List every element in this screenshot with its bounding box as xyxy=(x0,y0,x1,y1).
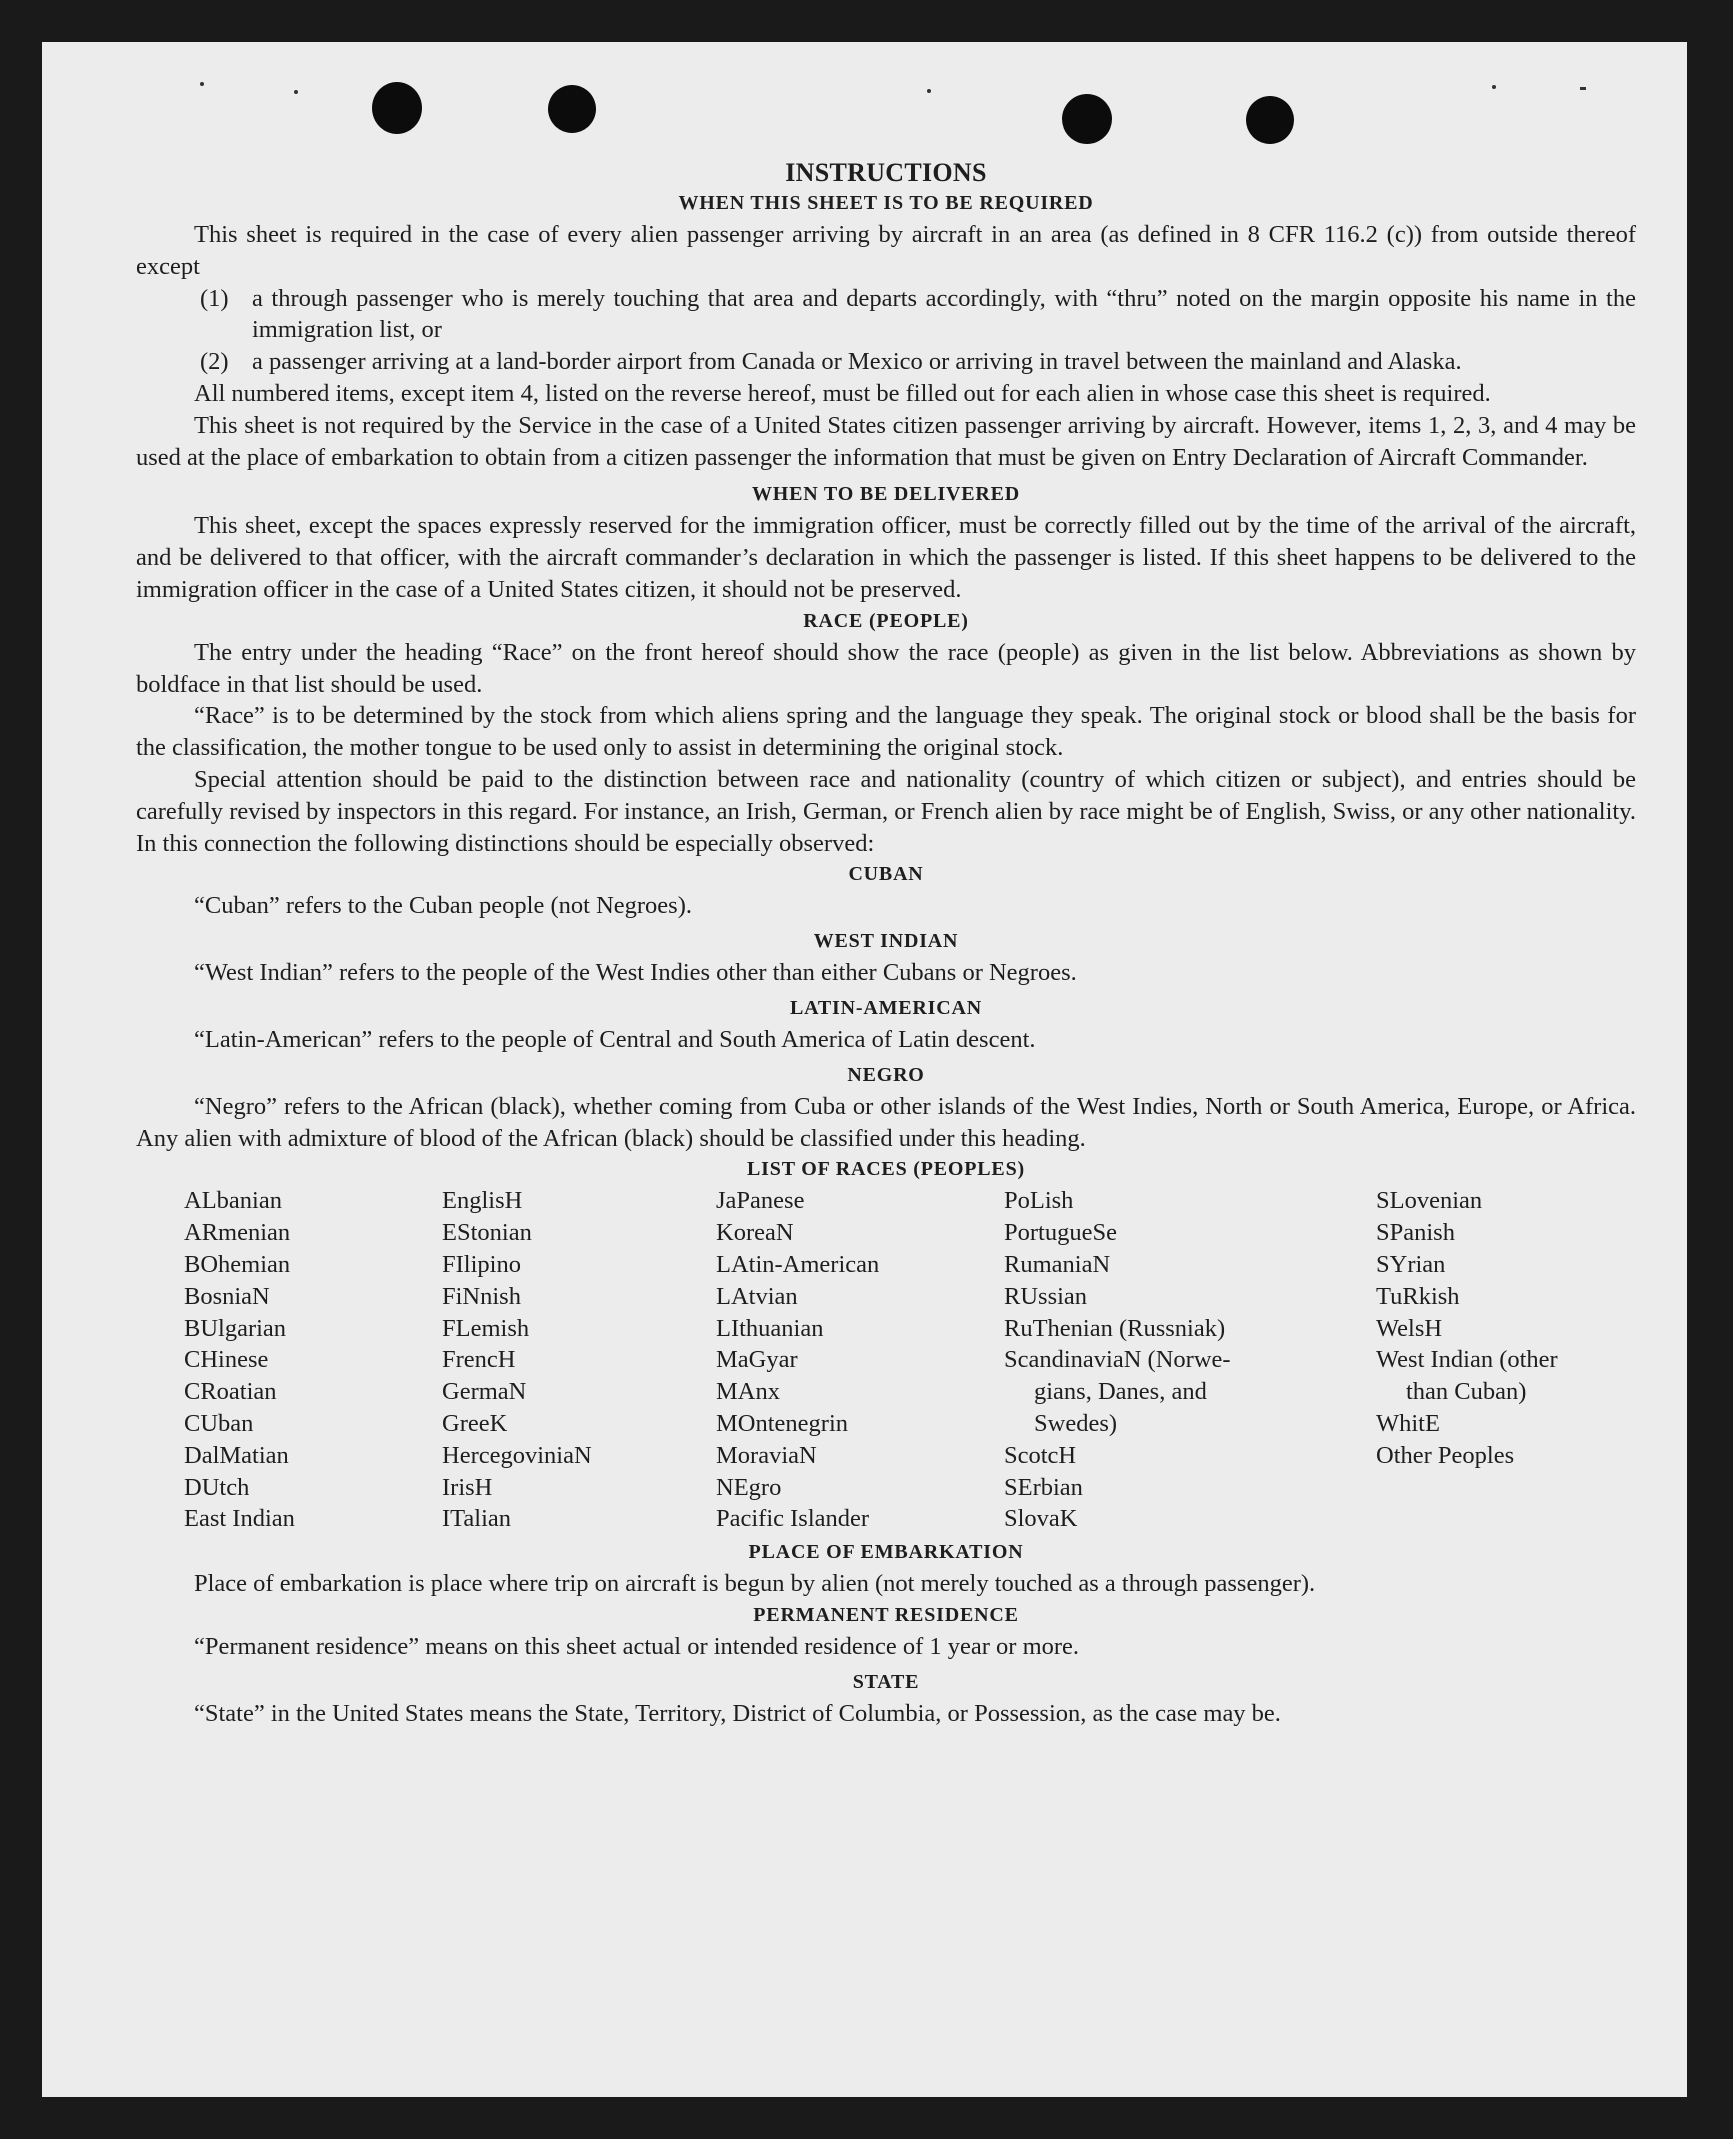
race-entry: LIthuanian xyxy=(716,1314,824,1342)
race-entry: MAnx xyxy=(716,1378,780,1406)
races-column xyxy=(1004,1185,1231,1535)
race-entry: FLemish xyxy=(442,1314,530,1342)
races-column xyxy=(184,1185,295,1535)
paragraph: This sheet is required in the case of every alien passenger arriving by aircraft in an area (as defined in 8 CFR 116.2 (c)) from outside thereof except xyxy=(136,221,1636,280)
paragraph: “Latin-American” refers to the people of Central and South America of Latin descent. xyxy=(194,1025,1036,1053)
race-entry: ScotcH xyxy=(1004,1441,1077,1469)
race-entry: NEgro xyxy=(716,1473,782,1501)
race-entry: JaPanese xyxy=(716,1187,805,1215)
race-entry: BUlgarian xyxy=(184,1314,287,1342)
race-entry: ITalian xyxy=(442,1505,512,1533)
section-heading: STATE xyxy=(852,1670,920,1693)
race-entry: HercegoviniaN xyxy=(442,1441,592,1469)
list-item xyxy=(136,283,1636,347)
section-heading: PLACE OF EMBARKATION xyxy=(748,1541,1024,1564)
race-entry: CHinese xyxy=(184,1346,269,1374)
paragraph: “Negro” refers to the African (black), whether coming from Cuba or other islands of the West Indies, North or South America, Europe, or Africa. Any alien with admixture of blood of the African (black) should be classified under this heading. xyxy=(136,1092,1636,1152)
race-entry: Other Peoples xyxy=(1376,1441,1515,1469)
paragraph: “Permanent residence” means on this sheet actual or intended residence of 1 year or more. xyxy=(194,1633,1080,1661)
races-column xyxy=(716,1185,879,1535)
paragraph: “Race” is to be determined by the stock from which aliens spring and the language they speak. The original stock or blood shall be the basis for the classification, the mother tongue to be used only to assist in determining the original stock. xyxy=(136,702,1636,762)
race-entry: DalMatian xyxy=(184,1441,289,1469)
speck xyxy=(927,89,931,93)
race-entry: SPanish xyxy=(1376,1219,1455,1247)
race-entry: CRoatian xyxy=(184,1378,277,1406)
race-entry: ScandinaviaN (Norwe- xyxy=(1004,1346,1231,1374)
race-entry: PortugueSe xyxy=(1004,1219,1117,1247)
race-entry: ARmenian xyxy=(184,1219,291,1247)
race-entry: FrencH xyxy=(442,1346,516,1374)
race-entry: IrisH xyxy=(442,1473,493,1501)
paragraph: “West Indian” refers to the people of the West Indies other than either Cubans or Negroes. xyxy=(194,959,1077,987)
race-entry: GreeK xyxy=(442,1409,508,1437)
race-entry: WhitE xyxy=(1376,1409,1440,1437)
race-entry: RUssian xyxy=(1004,1282,1088,1310)
race-entry: gians, Danes, and xyxy=(1034,1378,1207,1406)
race-entry: SlovaK xyxy=(1004,1505,1078,1533)
paragraph: The entry under the heading “Race” on the front hereof should show the race (people) as given in the list below. Abbreviations as shown by boldface in that list should be used. xyxy=(136,638,1636,698)
race-entry: CUban xyxy=(184,1409,254,1437)
race-entry: TuRkish xyxy=(1376,1282,1460,1310)
race-entry: MoraviaN xyxy=(716,1441,817,1469)
race-entry: EnglisH xyxy=(442,1187,523,1215)
race-entry: than Cuban) xyxy=(1406,1378,1527,1406)
list-item xyxy=(136,346,1636,378)
paragraph: Special attention should be paid to the distinction between race and nationality (country of which citizen or subject), and entries should be carefully revised by inspectors in this regard. For instance, an Irish, German, or French alien by race might be of English, Swiss, or any other nationality. In this connection the following distinctions should be especially observed: xyxy=(136,765,1636,857)
item-text: a through passenger who is merely touching that area and departs accordingly, with “thru” noted on the margin opposite his name in the immigration list, or xyxy=(252,284,1636,344)
paragraph: This sheet is not required by the Service in the case of a United States citizen passenger arriving by aircraft. However, items 1, 2, 3, and 4 may be used at the place of embarkation to obtain from a citizen passenger the information that must be given on Entry Declaration of Aircraft Commander. xyxy=(136,411,1636,471)
section-heading: CUBAN xyxy=(848,863,924,886)
race-entry: DUtch xyxy=(184,1473,250,1501)
race-entry: BosniaN xyxy=(184,1282,270,1310)
race-entry: GermaN xyxy=(442,1378,527,1406)
race-entry: WelsH xyxy=(1376,1314,1443,1342)
speck xyxy=(200,82,204,86)
item-number: (2) xyxy=(200,348,229,376)
races-column xyxy=(442,1185,592,1535)
race-entry: SLovenian xyxy=(1376,1187,1483,1215)
section-heading: LIST OF RACES (PEOPLES) xyxy=(747,1158,1025,1181)
instructions-content xyxy=(136,112,1636,2062)
race-entry: Swedes) xyxy=(1034,1409,1118,1437)
item-number: (1) xyxy=(200,284,229,312)
paragraph: Place of embarkation is place where trip on aircraft is begun by alien (not merely touched as a through passenger). xyxy=(194,1570,1316,1598)
race-entry: FiNnish xyxy=(442,1282,521,1310)
paragraph: All numbered items, except item 4, listed on the reverse hereof, must be filled out for each alien in whose case this sheet is required. xyxy=(194,379,1491,407)
race-entry: LAtin-American xyxy=(716,1250,880,1278)
speck xyxy=(1580,87,1586,90)
race-entry: EStonian xyxy=(442,1219,532,1247)
section-heading: LATIN-AMERICAN xyxy=(790,996,982,1019)
race-entry: East Indian xyxy=(184,1505,295,1533)
section-heading: WHEN TO BE DELIVERED xyxy=(751,483,1021,506)
section-heading: WHEN THIS SHEET IS TO BE REQUIRED xyxy=(678,192,1094,214)
race-entry: SYrian xyxy=(1376,1250,1446,1278)
race-entry: LAtvian xyxy=(716,1282,798,1310)
race-entry: KoreaN xyxy=(716,1219,794,1247)
race-entry: West Indian (other xyxy=(1376,1346,1558,1374)
paragraph: “State” in the United States means the State, Territory, District of Columbia, or Possession, as the case may be. xyxy=(194,1699,1281,1727)
document-sheet xyxy=(42,42,1687,2097)
race-entry: SErbian xyxy=(1004,1473,1083,1501)
race-entry: FIlipino xyxy=(442,1250,521,1278)
race-entry: BOhemian xyxy=(184,1250,291,1278)
race-entry: MOntenegrin xyxy=(716,1409,848,1437)
race-entry: MaGyar xyxy=(716,1346,798,1374)
speck xyxy=(1492,85,1496,89)
section-heading: WEST INDIAN xyxy=(813,930,959,953)
section-heading: NEGRO xyxy=(847,1063,925,1086)
race-entry: PoLish xyxy=(1004,1187,1074,1215)
race-entry: RumaniaN xyxy=(1004,1250,1111,1278)
section-heading: PERMANENT RESIDENCE xyxy=(753,1604,1019,1627)
races-column xyxy=(1376,1185,1558,1471)
speck xyxy=(294,90,298,94)
paragraph: “Cuban” refers to the Cuban people (not Negroes). xyxy=(194,892,692,920)
section-heading: RACE (PEOPLE) xyxy=(803,609,969,632)
paragraph: This sheet, except the spaces expressly reserved for the immigration officer, must be correctly filled out by the time of the arrival of the aircraft, and be delivered to that officer, with the aircraft commander’s declaration in which the passenger is listed. If this sheet happens to be delivered to the immigration officer in the case of a United States citizen, it should not be preserved. xyxy=(136,512,1636,603)
race-entry: ALbanian xyxy=(184,1187,282,1215)
race-entry: Pacific Islander xyxy=(716,1505,870,1533)
race-entry: RuThenian (Russniak) xyxy=(1004,1314,1226,1342)
page-title: INSTRUCTIONS xyxy=(785,158,987,187)
races-list xyxy=(136,1185,1636,1537)
item-text: a passenger arriving at a land-border airport from Canada or Mexico or arriving in travel between the mainland and Alaska. xyxy=(252,348,1462,376)
